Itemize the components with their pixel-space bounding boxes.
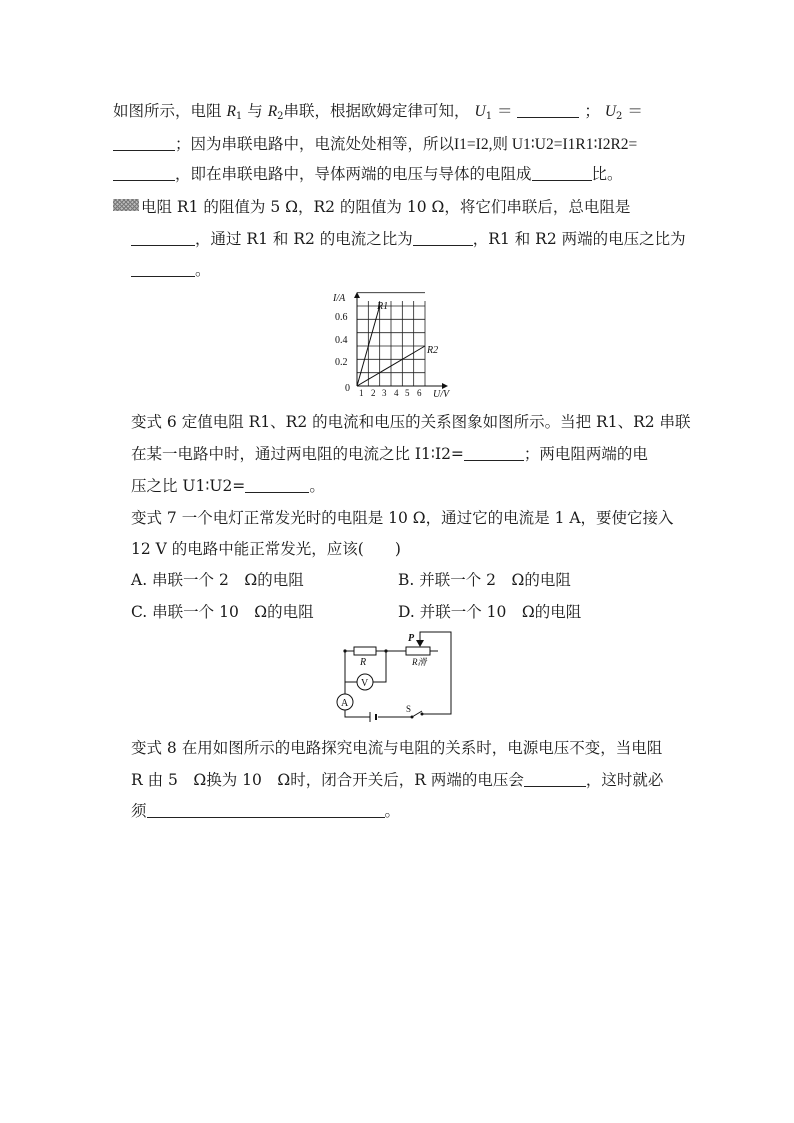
resistor-r	[354, 647, 376, 655]
q8-line2	[131, 769, 663, 791]
p1-line1	[113, 100, 643, 128]
text: ，即在串联电路中，导体两端的电压与导体的电阻成	[175, 165, 532, 183]
series-label-r1: R1	[377, 301, 389, 312]
text: ，通过 R1 和 R2 的电流之比为	[195, 230, 413, 248]
label-r: R	[360, 657, 367, 668]
q5-line1	[113, 196, 630, 218]
q6-line2	[131, 443, 648, 465]
sub: 2	[616, 111, 623, 122]
q7-option-d[interactable]	[398, 601, 581, 623]
text: B. 并联一个 2 Ω的电阻	[398, 571, 571, 589]
answer-blank[interactable]	[113, 135, 175, 151]
text: 如图所示，电阻	[113, 102, 222, 120]
text: 比。	[591, 165, 623, 183]
var-U1: U	[474, 103, 486, 120]
text: ＝	[627, 102, 643, 120]
text: ；	[584, 102, 600, 120]
text: D. 并联一个 10 Ω的电阻	[398, 603, 582, 621]
text: 电阻 R1 的阻值为 5 Ω，R2 的阻值为 10 Ω，将它们串联后，总电阻是	[141, 198, 631, 216]
text: ；两电阻两端的电	[523, 445, 648, 463]
text: 压之比 U1∶U2=	[131, 477, 246, 495]
sub: 1	[235, 111, 243, 122]
text: 变式 8 在用如图所示的电路探究电流与电阻的关系时，电源电压不变，当电阻	[131, 739, 663, 757]
origin-label: 0	[345, 383, 350, 394]
text: R 由 5 Ω换为 10 Ω时，闭合开关后，R 两端的电压会	[131, 771, 524, 789]
answer-blank[interactable]	[113, 165, 175, 181]
y-tick-label: 0.4	[335, 335, 348, 346]
iu-graph	[325, 287, 465, 399]
answer-blank[interactable]	[532, 165, 592, 181]
circuit-diagram	[330, 628, 460, 724]
answer-blank[interactable]	[464, 445, 524, 461]
sub: 2	[277, 111, 284, 122]
y-tick-label: 0.6	[335, 312, 348, 323]
text: 变式 6 定值电阻 R1、R2 的电流和电压的关系图象如图所示。当把 R1、R2 串联	[131, 413, 691, 431]
text: 。	[309, 477, 325, 495]
x-tick-label: 6	[417, 388, 422, 398]
graph-grid	[357, 293, 425, 386]
answer-blank[interactable]	[131, 261, 195, 277]
q7-option-b[interactable]	[398, 569, 571, 591]
answer-blank[interactable]	[131, 230, 195, 246]
x-tick-label: 3	[382, 388, 387, 398]
text: 12 V 的电路中能正常发光，应该( )	[131, 540, 401, 558]
var-R1: R	[226, 103, 236, 120]
x-tick-label: 4	[394, 388, 399, 398]
var-R2: R	[267, 103, 278, 120]
p1-line2	[113, 133, 637, 156]
x-tick-label: 2	[371, 388, 376, 398]
q8-line3	[131, 800, 400, 822]
text: ＝	[497, 102, 513, 120]
text: 串联，根据欧姆定律可知，	[283, 102, 470, 120]
text: ，R1 和 R2 两端的电压之比为	[472, 230, 686, 248]
text: 。	[384, 802, 401, 820]
q6-line1	[131, 411, 691, 433]
q6-line3	[131, 475, 325, 497]
text: C. 串联一个 10 Ω的电阻	[131, 603, 314, 621]
text: 须	[131, 802, 147, 820]
q7-option-a[interactable]	[131, 569, 304, 591]
q7-option-c[interactable]	[131, 601, 314, 623]
x-axis-label: U/V	[433, 389, 450, 399]
p1-line3	[113, 163, 623, 185]
answer-blank[interactable]	[524, 771, 586, 787]
text: ，这时就必	[585, 771, 664, 789]
label-rheostat: R滑	[412, 657, 427, 667]
text: 在某一电路中时，通过两电阻的电流之比 I1∶I2=	[131, 445, 464, 463]
q7-line1	[131, 507, 674, 529]
y-axis-label: I/A	[333, 293, 346, 304]
rheostat	[406, 647, 430, 655]
y-tick-label: 0.2	[335, 357, 348, 368]
label-p: P	[408, 633, 415, 644]
q5-line3	[131, 259, 211, 281]
sub: 1	[485, 111, 493, 122]
x-tick-label: 1	[359, 388, 364, 398]
series-label-r2: R2	[427, 345, 439, 356]
answer-blank[interactable]	[147, 802, 385, 818]
answer-blank[interactable]	[413, 230, 473, 246]
voltmeter-label: V	[361, 678, 369, 689]
text: 变式 7 一个电灯正常发光时的电阻是 10 Ω，通过它的电流是 1 A，要使它接入	[131, 509, 674, 527]
x-tick-label: 5	[405, 388, 410, 398]
text: I1=I2,则 U1∶U2=I1R1∶I2R2=	[454, 136, 638, 153]
text: A. 串联一个 2 Ω的电阻	[131, 571, 304, 589]
q8-line1	[131, 737, 662, 759]
text: ；因为串联电路中，电流处处相等，所以	[175, 135, 455, 153]
answer-blank[interactable]	[517, 102, 579, 118]
answer-blank[interactable]	[245, 477, 309, 493]
ammeter-label: A	[341, 698, 349, 709]
label-s: S	[406, 704, 412, 714]
text: 。	[195, 261, 211, 279]
text: 与	[247, 102, 263, 120]
var-U2: U	[604, 103, 617, 120]
question-marker-icon	[113, 199, 139, 211]
q5-line2	[131, 228, 686, 250]
q7-line2	[131, 538, 401, 560]
